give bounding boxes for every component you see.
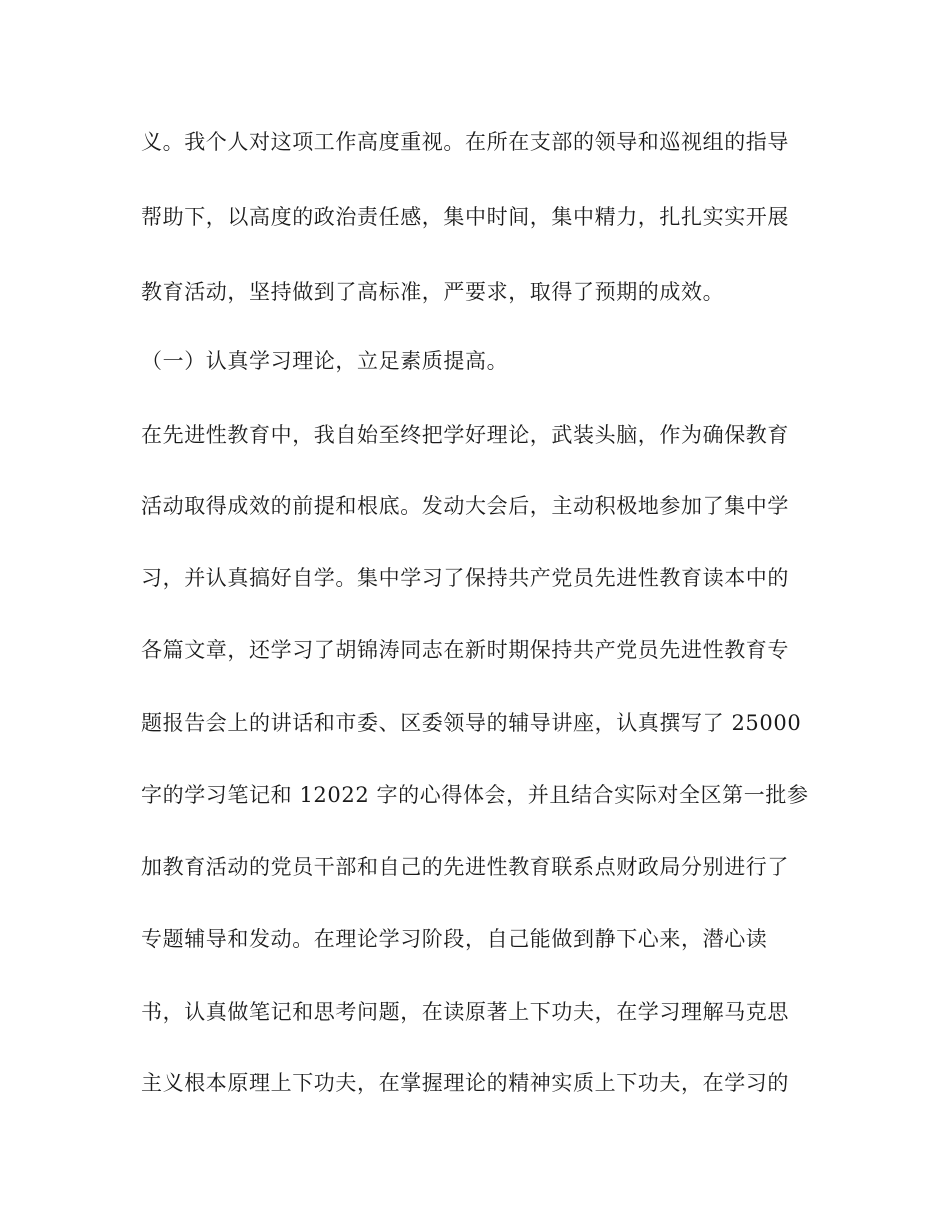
text-line: 活动取得成效的前提和根底。发动大会后，主动积极地参加了集中学: [141, 494, 789, 518]
text-line: 帮助下，以高度的政治责任感，集中时间，集中精力，扎扎实实开展: [141, 205, 789, 229]
text-line: 习，并认真搞好自学。集中学习了保持共产党员先进性教育读本中的: [141, 566, 789, 590]
section-heading: （一）认真学习理论，立足素质提高。: [141, 349, 509, 373]
text-line: 在先进性教育中，我自始至终把学好理论，武装头脑，作为确保教育: [141, 423, 789, 447]
text-line: 各篇文章，还学习了胡锦涛同志在新时期保持共产党员先进性教育专: [141, 638, 789, 662]
text-line: 字的学习笔记和 12022 字的心得体会，并且结合实际对全区第一批参: [141, 783, 809, 807]
text-line: 教育活动，坚持做到了高标准，严要求，取得了预期的成效。: [141, 280, 725, 304]
text-line: 专题辅导和发动。在理论学习阶段，自己能做到静下心来，潜心读: [141, 927, 768, 951]
text-line: 主义根本原理上下功夫，在掌握理论的精神实质上下功夫，在学习的: [141, 1071, 789, 1095]
text-line: 题报告会上的讲话和市委、区委领导的辅导讲座，认真撰写了 25000: [141, 711, 802, 735]
text-line: 义。我个人对这项工作高度重视。在所在支部的领导和巡视组的指导: [141, 130, 789, 154]
text-line: 书，认真做笔记和思考问题，在读原著上下功夫，在学习理解马克思: [141, 1000, 789, 1024]
text-line: 加教育活动的党员干部和自己的先进性教育联系点财政局分别进行了: [141, 855, 789, 879]
